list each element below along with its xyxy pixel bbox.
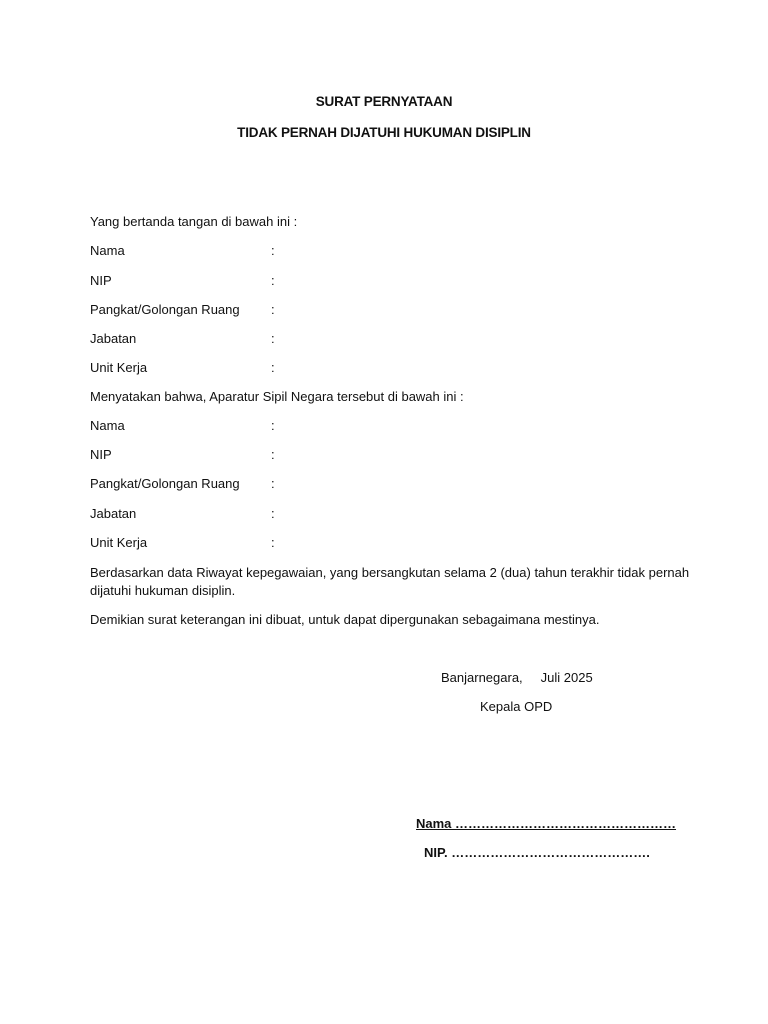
field-colon: : (271, 476, 275, 491)
statement-text: Menyatakan bahwa, Aparatur Sipil Negara tersebut di bawah ini : (90, 389, 464, 404)
field-label: Nama (90, 243, 125, 258)
field-label: Pangkat/Golongan Ruang (90, 476, 240, 491)
field-label: NIP (90, 447, 112, 462)
field-colon: : (271, 331, 275, 346)
signature-nip: NIP. ………………………………………. (424, 845, 650, 860)
signer-field-pangkat (90, 302, 650, 320)
signature-date: Juli 2025 (540, 670, 593, 685)
signer-field-unit-kerja (90, 360, 650, 378)
field-colon: : (271, 535, 275, 550)
subject-field-nip (90, 447, 650, 465)
subject-field-unit-kerja (90, 535, 650, 553)
field-colon: : (271, 243, 275, 258)
document-title: SURAT PERNYATAAN (315, 94, 453, 109)
signature-name: Nama …………………………………………… (416, 816, 677, 831)
intro-text: Yang bertanda tangan di bawah ini : (90, 214, 298, 229)
field-colon: : (271, 418, 275, 433)
field-colon: : (271, 447, 275, 462)
field-label: Unit Kerja (90, 535, 148, 550)
subject-field-jabatan (90, 506, 650, 524)
signer-field-nip (90, 273, 650, 291)
signer-field-nama (90, 243, 650, 261)
paragraph-riwayat: Berdasarkan data Riwayat kepegawaian, yang bersangkutan selama 2 (dua) tahun terakhir tidak pernah dijatuhi hukuman disiplin. (90, 565, 690, 598)
field-colon: : (271, 273, 275, 288)
signer-field-jabatan (90, 331, 650, 349)
field-label: NIP (90, 273, 112, 288)
subject-field-pangkat (90, 476, 650, 494)
field-label: Nama (90, 418, 125, 433)
signature-position: Kepala OPD (480, 699, 553, 714)
signature-place: Banjarnegara, (441, 670, 523, 685)
field-label: Pangkat/Golongan Ruang (90, 302, 240, 317)
field-label: Jabatan (90, 331, 137, 346)
subject-field-nama (90, 418, 650, 436)
field-colon: : (271, 302, 275, 317)
document-subtitle: TIDAK PERNAH DIJATUHI HUKUMAN DISIPLIN (237, 125, 531, 140)
field-label: Jabatan (90, 506, 137, 521)
signature-place-date (441, 670, 593, 685)
field-label: Unit Kerja (90, 360, 148, 375)
field-colon: : (271, 360, 275, 375)
field-colon: : (271, 506, 275, 521)
paragraph-closing: Demikian surat keterangan ini dibuat, untuk dapat dipergunakan sebagaimana mestinya. (90, 612, 600, 627)
